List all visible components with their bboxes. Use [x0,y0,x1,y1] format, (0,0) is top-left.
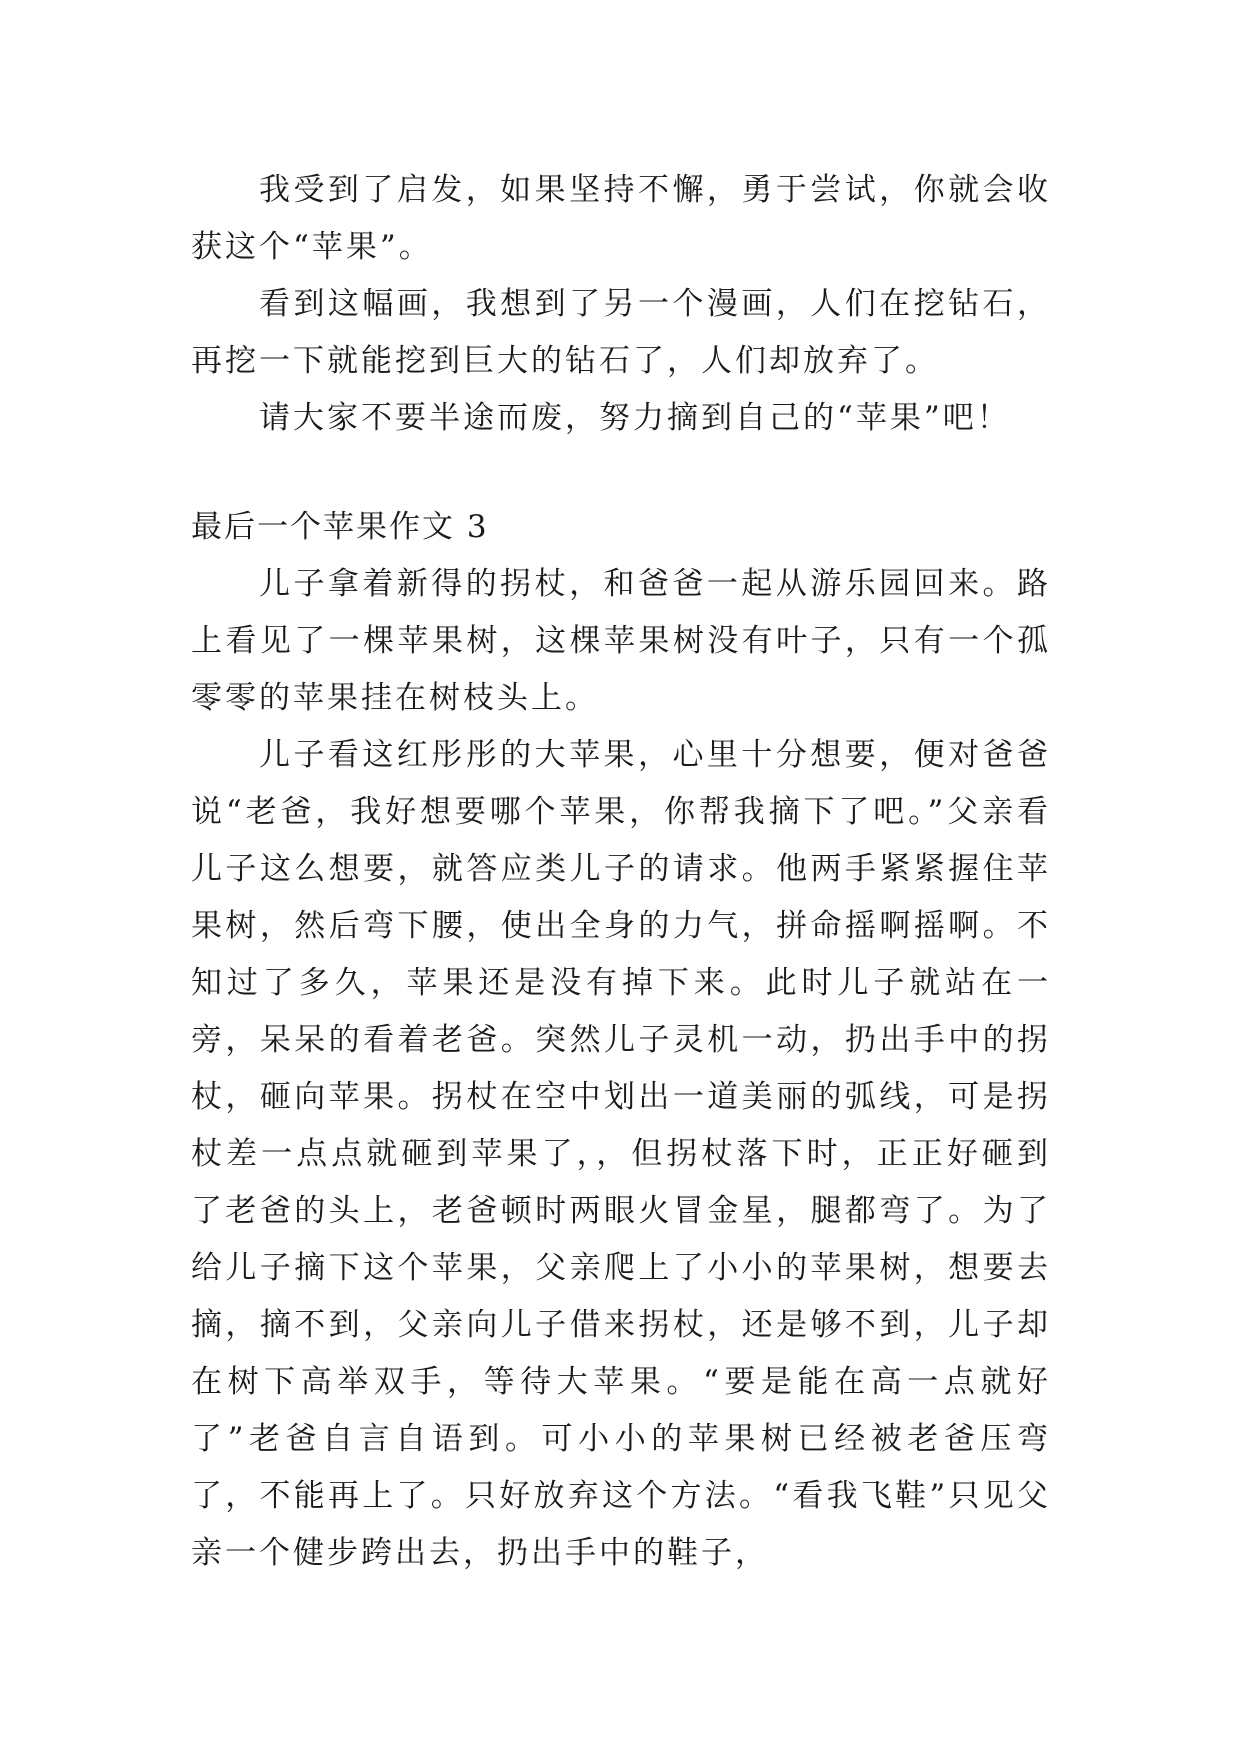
paragraph-walking-home: 儿子拿着新得的拐杖，和爸爸一起从游乐园回来。路上看见了一棵苹果树，这棵苹果树没有叶子，只有一个孤零零的苹果挂在树枝头上。 [191,566,1051,716]
paragraph-diamond-comic: 看到这幅画，我想到了另一个漫画，人们在挖钻石，再挖一下就能挖到巨大的钻石了，人们却放弃了。 [191,286,1051,379]
essay-body [191,556,1051,1582]
essay-title: 最后一个苹果作文 3 [191,509,489,545]
paragraph-inspiration: 我受到了启发，如果坚持不懈，勇于尝试，你就会收获这个“苹果”。 [191,172,1051,265]
paragraph-dont-give-up: 请大家不要半途而废，努力摘到自己的“苹果”吧！ [259,400,1011,436]
paragraph-picking-apple: 儿子看这红彤彤的大苹果，心里十分想要，便对爸爸说“老爸，我好想要哪个苹果，你帮我摘下了吧。”父亲看儿子这么想要，就答应类儿子的请求。他两手紧紧握住苹果树，然后弯下腰，使出全身的力气，拼命摇啊摇啊。不知过了多久，苹果还是没有掉下来。此时儿子就站在一旁，呆呆的看着老爸。突然儿子灵机一动，扔出手中的拐杖，砸向苹果。拐杖在空中划出一道美丽的弧线，可是拐杖差一点点就砸到苹果了，，但拐杖落下时，正正好砸到了老爸的头上，老爸顿时两眼火冒金星，腿都弯了。为了给儿子摘下这个苹果，父亲爬上了小小的苹果树，想要去摘，摘不到，父亲向儿子借来拐杖，还是够不到，儿子却在树下高举双手，等待大苹果。“要是能在高一点就好了”老爸自言自语到。可小小的苹果树已经被老爸压弯了，不能再上了。只好放弃这个方法。“看我飞鞋”只见父亲一个健步跨出去，扔出手中的鞋子， [191,737,1051,1571]
text-column [191,162,1051,1582]
